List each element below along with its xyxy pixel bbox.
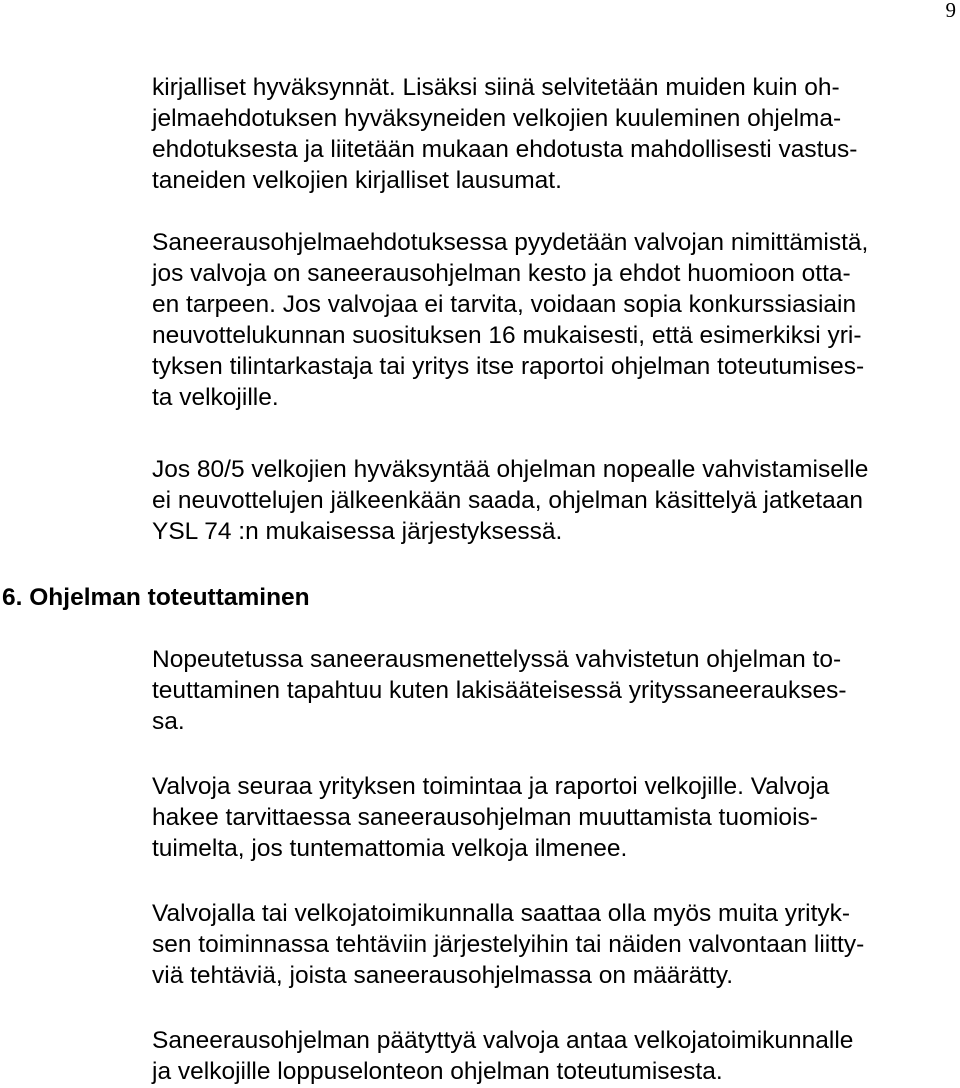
paragraph-supervisor-appointment xyxy=(152,227,960,413)
paragraph-creditor-approval xyxy=(152,454,960,547)
paragraph-final-report xyxy=(152,1025,960,1087)
text-line: sen toiminnassa tehtäviin järjestelyihin tai näiden valvontaan liitty- xyxy=(152,931,865,958)
paragraph-supervisor-monitoring xyxy=(152,771,960,864)
text-line: neuvottelukunnan suosituksen 16 mukaisesti, että esimerkiksi yri- xyxy=(152,322,862,349)
text-line: Valvoja seuraa yrityksen toimintaa ja raportoi velkojille. Valvoja xyxy=(152,773,830,800)
text-line: kirjalliset hyväksynnät. Lisäksi siinä selvitetään muiden kuin oh- xyxy=(152,74,840,101)
text-line: Nopeutetussa saneerausmenettelyssä vahvistetun ohjelman to- xyxy=(152,646,842,673)
text-line: en tarpeen. Jos valvojaa ei tarvita, voidaan sopia konkurssiasiain xyxy=(152,291,857,318)
text-line: Valvojalla tai velkojatoimikunnalla saattaa olla myös muita yrityk- xyxy=(152,900,851,927)
text-line: ei neuvottelujen jälkeenkään saada, ohjelman käsittelyä jatketaan xyxy=(152,487,863,514)
text-line: ja velkojille loppuselonteon ohjelman toteutumisesta. xyxy=(152,1058,723,1085)
paragraph-other-duties xyxy=(152,898,960,991)
page-number: 9 xyxy=(945,0,956,22)
text-line: taneiden velkojien kirjalliset lausumat. xyxy=(152,167,562,194)
text-line: hakee tarvittaessa saneerausohjelman muuttamista tuomiois- xyxy=(152,804,818,831)
text-line: jelmaehdotuksen hyväksyneiden velkojien kuuleminen ohjelma- xyxy=(152,105,842,132)
text-line: ehdotuksesta ja liitetään mukaan ehdotusta mahdollisesti vastus- xyxy=(152,136,858,163)
text-line: ta velkojille. xyxy=(152,384,279,411)
text-line: Jos 80/5 velkojien hyväksyntää ohjelman nopealle vahvistamiselle xyxy=(152,456,869,483)
text-line: Saneerausohjelman päätyttyä valvoja antaa velkojatoimikunnalle xyxy=(152,1027,854,1054)
text-line: Saneerausohjelmaehdotuksessa pyydetään valvojan nimittämistä, xyxy=(152,229,869,256)
text-line: sa. xyxy=(152,708,185,735)
paragraph-implementation xyxy=(152,644,960,737)
text-line: teuttaminen tapahtuu kuten lakisääteisessä yrityssaneeraukses- xyxy=(152,677,847,704)
text-line: tuimelta, jos tuntemattomia velkoja ilmenee. xyxy=(152,835,628,862)
text-line: tyksen tilintarkastaja tai yritys itse raportoi ohjelman toteutumises- xyxy=(152,353,865,380)
paragraph-written-approvals xyxy=(152,72,960,196)
section-heading: 6. Ohjelman toteuttaminen xyxy=(2,584,310,611)
text-line: viä tehtäviä, joista saneerausohjelmassa on määrätty. xyxy=(152,962,734,989)
text-line: YSL 74 :n mukaisessa järjestyksessä. xyxy=(152,518,563,545)
text-line: jos valvoja on saneerausohjelman kesto ja ehdot huomioon otta- xyxy=(152,260,851,287)
